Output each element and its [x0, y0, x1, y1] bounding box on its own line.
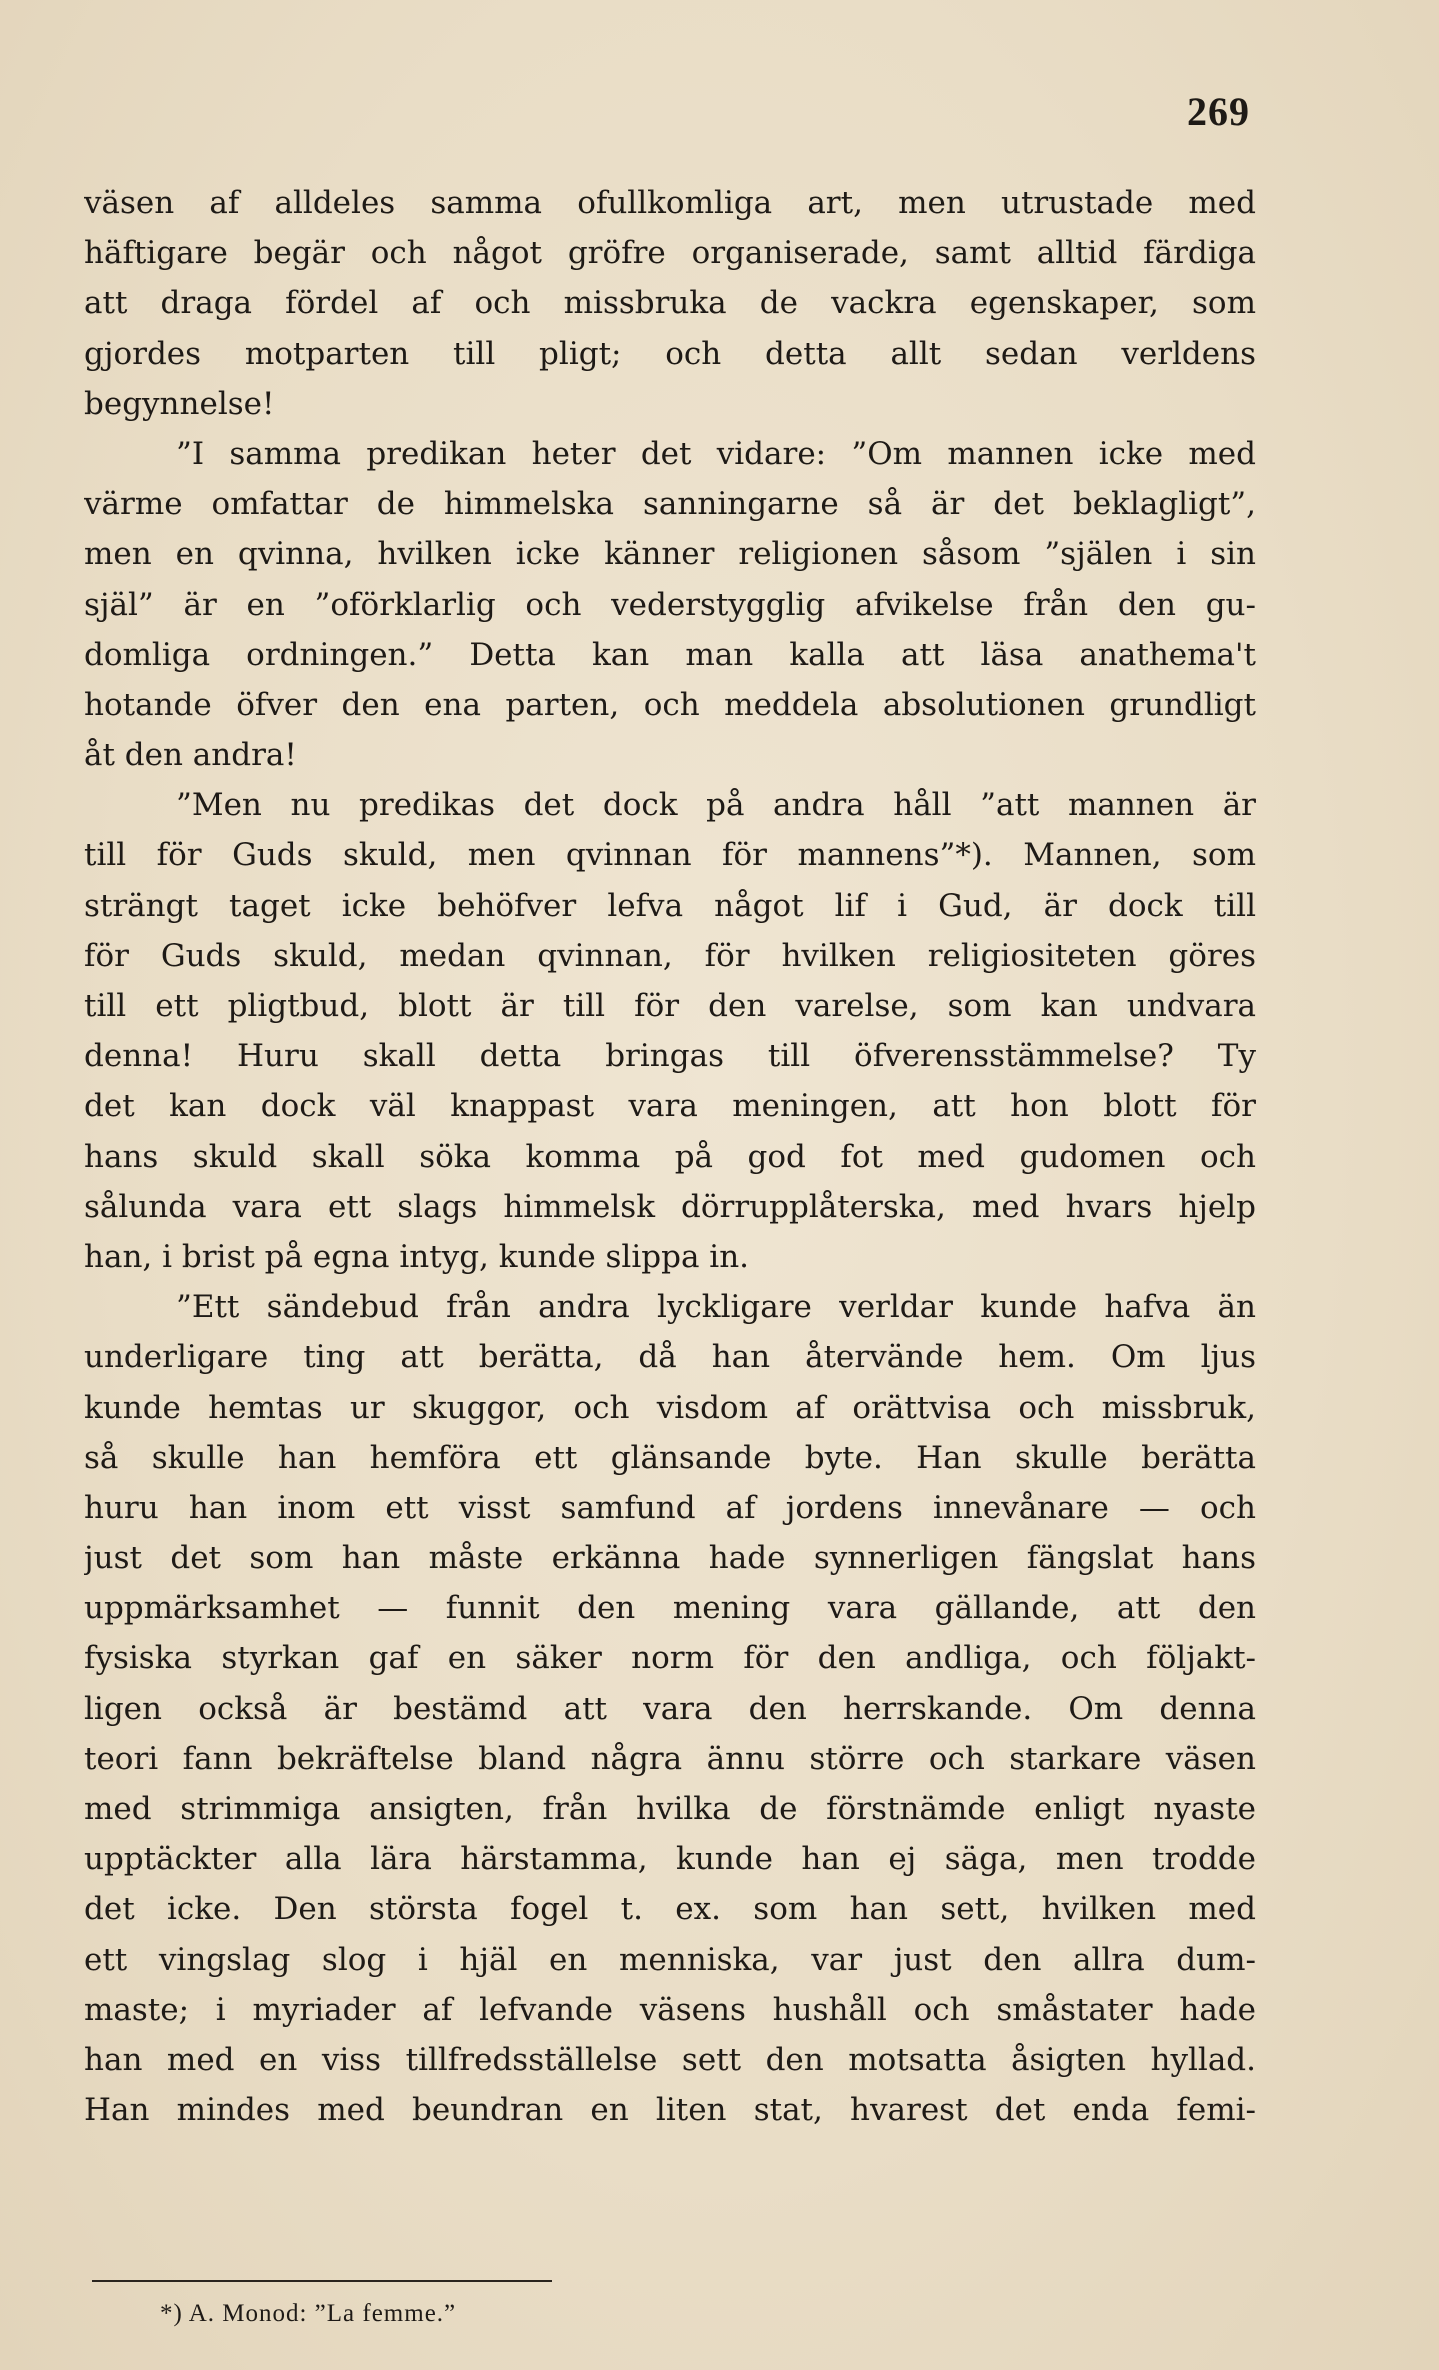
text-line: det kan dock väl knappast vara meningen, att hon blott för	[84, 1088, 1256, 1125]
text-line: underligare ting att berätta, då han återvände hem. Om ljus	[84, 1339, 1256, 1376]
page-number: 269	[1187, 89, 1250, 134]
text-line: huru han inom ett visst samfund af jordens innevånare — och	[84, 1489, 1256, 1526]
body-text	[84, 178, 1256, 2135]
text-line: själ” är en ”oförklarlig och vederstygglig afvikelse från den gu-	[84, 586, 1256, 623]
text-line: till ett pligtbud, blott är till för den varelse, som kan undvara	[84, 988, 1256, 1024]
text-line: han, i brist på egna intyg, kunde slippa in.	[84, 1238, 750, 1275]
text-line: häftigare begär och något gröfre organiserade, samt alltid färdiga	[84, 235, 1256, 272]
text-line: denna! Huru skall detta bringas till öfverensstämmelse? Ty	[84, 1038, 1256, 1075]
footnote-divider	[92, 2280, 552, 2282]
text-line: det icke. Den största fogel t. ex. som han sett, hvilken med	[84, 1891, 1256, 1928]
text-line: gjordes motparten till pligt; och detta allt sedan verldens	[84, 335, 1256, 372]
text-line: ligen också är bestämd att vara den herrskande. Om denna	[84, 1690, 1256, 1727]
text-line: begynnelse!	[84, 385, 275, 422]
text-line: domliga ordningen.” Detta kan man kalla att läsa anathema't	[84, 636, 1256, 673]
text-line: hotande öfver den ena parten, och meddela absolutionen grundligt	[84, 686, 1256, 723]
text-line: ”I samma predikan heter det vidare: ”Om mannen icke med	[176, 435, 1256, 472]
text-line: till för Guds skuld, men qvinnan för mannens”*). Mannen, som	[84, 837, 1256, 874]
text-line: strängt taget icke behöfver lefva något lif i Gud, är dock till	[84, 887, 1256, 924]
text-line: så skulle han hemföra ett glänsande byte. Han skulle berätta	[84, 1439, 1256, 1476]
text-line: kunde hemtas ur skuggor, och visdom af orättvisa och missbruk,	[84, 1389, 1256, 1426]
text-line: åt den andra!	[84, 737, 297, 774]
text-line: för Guds skuld, medan qvinnan, för hvilken religiositeten göres	[84, 937, 1256, 974]
text-line: men en qvinna, hvilken icke känner religionen såsom ”själen i sin	[84, 536, 1256, 573]
text-line: ”Men nu predikas det dock på andra håll ”att mannen är	[176, 787, 1256, 824]
text-line: värme omfattar de himmelska sanningarne så är det beklagligt”,	[84, 486, 1256, 523]
text-line: ”Ett sändebud från andra lyckligare verldar kunde hafva än	[176, 1289, 1256, 1326]
text-line: att draga fördel af och missbruka de vackra egenskaper, som	[84, 285, 1256, 322]
text-line: just det som han måste erkänna hade synnerligen fängslat hans	[84, 1540, 1256, 1577]
text-line: med strimmiga ansigten, från hvilka de förstnämde enligt nyaste	[84, 1791, 1256, 1827]
text-line: sålunda vara ett slags himmelsk dörrupplåterska, med hvars hjelp	[84, 1188, 1256, 1225]
text-line: teori fann bekräftelse bland några ännu större och starkare väsen	[84, 1740, 1256, 1777]
text-line: hans skuld skall söka komma på god fot med gudomen och	[84, 1138, 1256, 1175]
text-line: han med en viss tillfredsställelse sett den motsatta åsigten hyllad.	[84, 2041, 1256, 2078]
text-line: ett vingslag slog i hjäl en menniska, var just den allra dum-	[84, 1941, 1256, 1978]
text-line: uppmärksamhet — funnit den mening vara gällande, att den	[84, 1590, 1256, 1627]
footnote: *) A. Monod: ”La femme.”	[160, 2300, 457, 2327]
text-line: fysiska styrkan gaf en säker norm för den andliga, och följakt-	[84, 1640, 1256, 1677]
text-line: väsen af alldeles samma ofullkomliga art, men utrustade med	[84, 185, 1256, 221]
text-line: upptäckter alla lära härstamma, kunde han ej säga, men trodde	[84, 1841, 1256, 1878]
text-line: maste; i myriader af lefvande väsens hushåll och småstater hade	[84, 1991, 1256, 2028]
text-line: Han mindes med beundran en liten stat, hvarest det enda femi-	[84, 2092, 1256, 2129]
